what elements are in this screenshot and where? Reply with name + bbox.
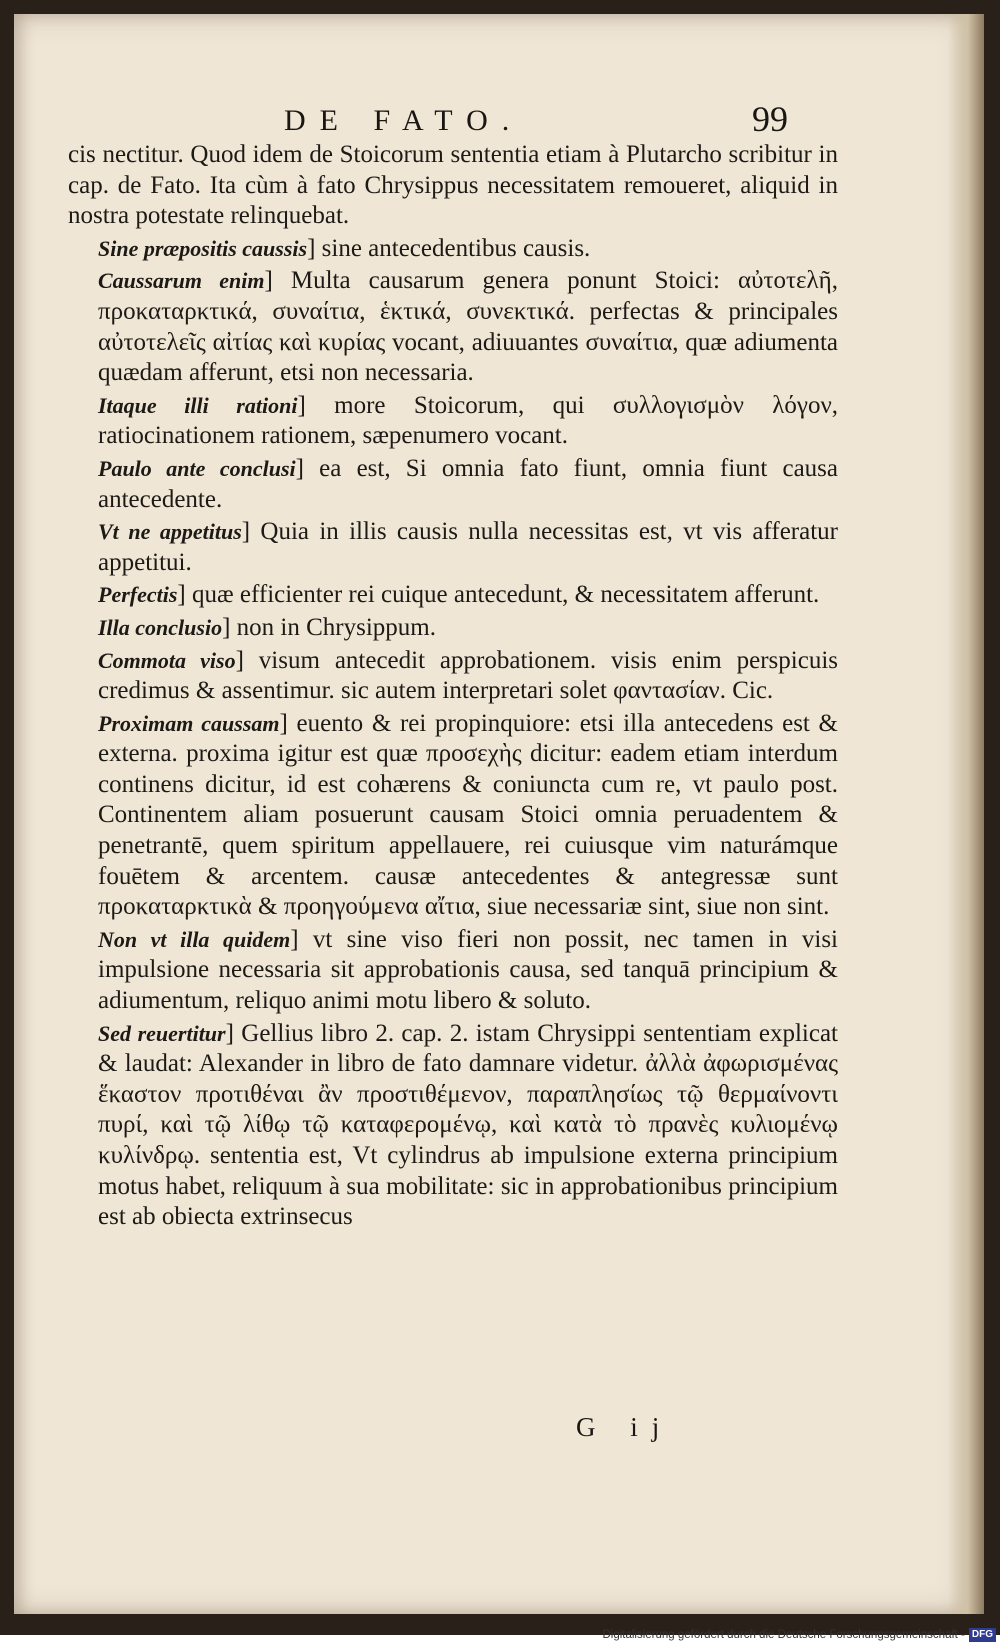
gloss-text: ] ea est, Si omnia fato fiunt, omnia fiunt causa antecedente. [98, 454, 839, 513]
commentary-entry [68, 709, 838, 923]
running-head: DE FATO. [284, 104, 524, 137]
gloss-text: ] visum antecedit approbationem. visis enim perspicuis credimus & assentimur. sic autem interpretari solet φαντασίαν. Cic. [98, 646, 838, 705]
page-gutter-shadow [948, 14, 984, 1614]
commentary-entry [68, 454, 838, 515]
lemma: Caussarum enim [98, 268, 265, 294]
gloss-text: ] Gellius libro 2. cap. 2. istam Chrysippi sententiam explicat & laudat: Alexander in libro de fato damnare videtur. ἀλλὰ ἀφωρισμένας ἕκαστον προτιθέναι ἂν προστιθέμενον, παραπλησίως τῷ θερμαίνοντι πυρί, καὶ τῷ λίθῳ τῷ καταφερομένῳ, καὶ κατὰ τὸ πρανὲς κυλιομένῳ κυλίνδρῳ. sententia est, Vt cylindrus ab impulsione externa principium motus habet, reliquum à sua mobilitate: sic in approbationibus principium est ab obiecta extrinsecus [98, 1019, 838, 1231]
lemma: Sine præpositis caussis [98, 235, 308, 261]
paragraph [68, 140, 838, 232]
body-text [68, 140, 838, 1233]
commentary-entry [68, 234, 838, 265]
gloss-text: ] sine antecedentibus causis. [307, 234, 591, 262]
dfg-logo: DFG [969, 1628, 996, 1642]
lemma: Paulo ante conclusi [98, 455, 296, 481]
signature-mark: G ij [576, 1412, 674, 1442]
lemma: Proximam caussam [98, 710, 280, 736]
commentary-entry [68, 266, 838, 388]
lemma: Perfectis [98, 582, 178, 608]
gloss-text: ] Quia in illis causis nulla necessitas est, vt vis afferatur appetitui. [98, 518, 838, 576]
page-number: 99 [752, 99, 788, 139]
commentary-entry [68, 613, 838, 644]
lemma: Itaque illi rationi [98, 392, 298, 418]
gloss-text: ] vt sine viso fieri non possit, nec tamen in visi impulsione necessaria sit approbationis causa, sed tanquā principium & adiumentum, reliquo animi motu libero & soluto. [98, 925, 838, 1015]
gloss-text: ] more Stoicorum, qui συλλογισμὸν λόγον, ratiocinationem rationem, sæpenumero vocant. [98, 391, 838, 450]
paragraph-text: cis nectitur. Quod idem de Stoicorum sententia etiam à Plutarcho scribitur in cap. de Fato. Ita cùm à fato Chrysippus necessitatem remoueret, aliquid in nostra potestate relinquebat. [68, 141, 838, 230]
lemma: Sed reuertitur [98, 1020, 226, 1046]
commentary-entry [68, 517, 838, 578]
gloss-text: ] quæ efficienter rei cuique antecedunt, & necessitatem afferunt. [177, 581, 820, 609]
lemma: Vt ne appetitus [98, 519, 242, 545]
commentary-entry [68, 580, 838, 611]
gloss-text: ] euento & rei propinquiore: etsi illa antecedens est & externa. proxima igitur est quæ προσεχὴς dicitur: eadem etiam interdum continens dicitur, id est cohærens & coniuncta cum re, vt paulo post. Continentem aliam posuerunt causam Stoici omnia peruadentem & penetrantē, quem spiritum appellauere, rei cuiusque vim naturámque fouētem & arcentem. causæ antecedentes & antegressæ sunt προκαταρκτικὰ & προηγούμενα αἴτια, siue necessariæ sint, siue non sint. [98, 709, 839, 921]
footer-credit-text: Digitalisierung gefördert durch die Deutsche Forschungsgemeinschaft - [602, 1629, 965, 1641]
lemma: Non vt illa quidem [98, 926, 291, 952]
gloss-text: ] Multa causarum genera ponunt Stoici: αὐτοτελῆ, προκαταρκτικά, συναίτια, ἑκτικά, συνεκτικά. perfectas & principales αὐτοτελεῖς αἰτίας καὶ κυρίας vocant, adiuuantes συναίτια, quæ adiumenta quædam afferunt, etsi non necessaria. [98, 267, 839, 387]
book-page [14, 14, 984, 1614]
commentary-entry [68, 646, 838, 707]
lemma: Illa conclusio [98, 614, 223, 640]
gloss-text: ] non in Chrysippum. [222, 613, 436, 641]
digitization-footer [585, 1625, 1000, 1645]
lemma: Commota viso [98, 647, 236, 673]
commentary-entry [68, 925, 838, 1017]
commentary-entry [68, 391, 838, 452]
commentary-entry [68, 1019, 838, 1233]
